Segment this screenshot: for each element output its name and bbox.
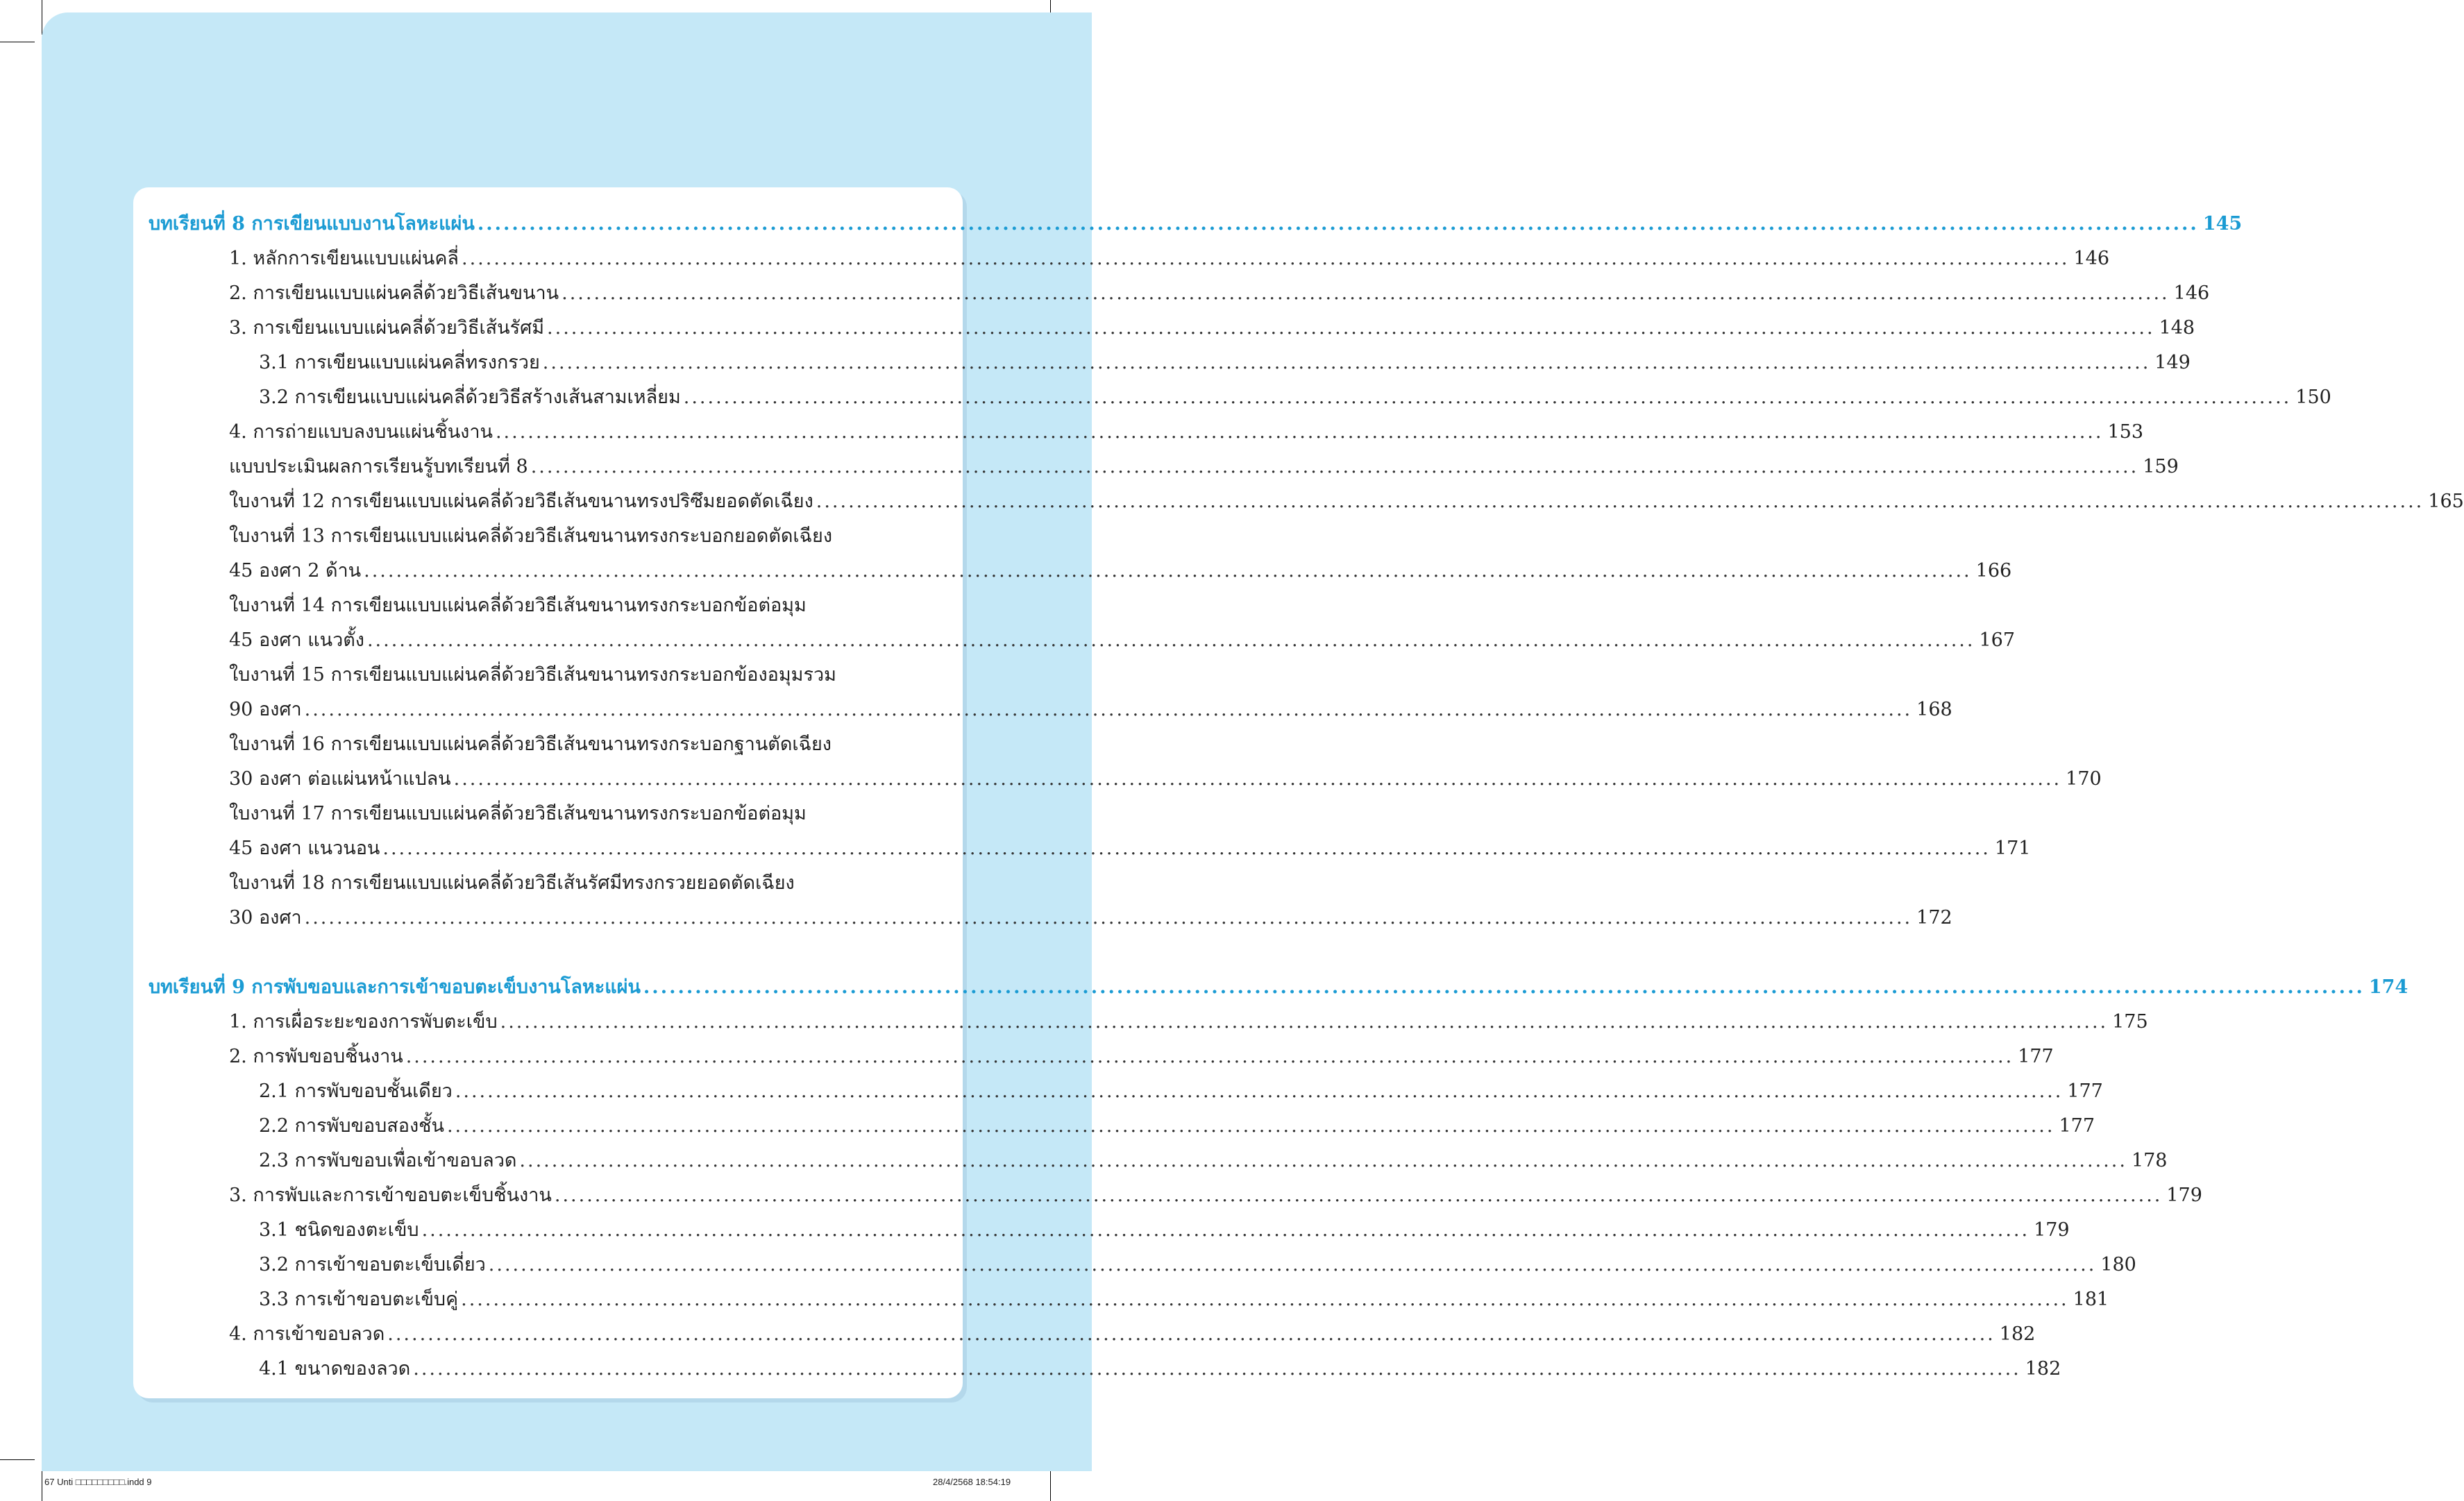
toc-entry[interactable] bbox=[229, 694, 1952, 729]
entry-title: 1. การเผื่อระยะของการพับตะเข็บ bbox=[229, 1011, 498, 1033]
toc-entry[interactable] bbox=[229, 1041, 2054, 1076]
dot-leader: ........................................................................................................................................................................................................ bbox=[455, 1080, 2064, 1102]
page-number: 145 bbox=[2202, 213, 2243, 235]
entry-title: 2. การพับขอบชิ้นงาน bbox=[229, 1046, 403, 1067]
dot-leader: ........................................................................................................................................................................................................ bbox=[562, 282, 2170, 304]
dot-leader: ........................................................................................................................................................................................................ bbox=[542, 352, 2151, 373]
dot-leader: ........................................................................................................................................................................................................ bbox=[500, 1011, 2109, 1033]
dot-leader: ........................................................................................................................................................................................................ bbox=[304, 907, 1913, 928]
page-number: 177 bbox=[2059, 1115, 2095, 1137]
entry-title: 90 องศา bbox=[229, 699, 302, 720]
chapter-heading[interactable] bbox=[149, 208, 2243, 243]
dot-leader: ........................................................................................................................................................................................................ bbox=[477, 213, 2199, 235]
toc-entry[interactable] bbox=[229, 312, 2195, 347]
dot-leader: ........................................................................................................................................................................................................ bbox=[453, 768, 2062, 790]
page-number: 150 bbox=[2295, 387, 2331, 408]
toc-entry[interactable] bbox=[229, 902, 1952, 937]
page-number: 153 bbox=[2107, 421, 2144, 443]
toc-entry[interactable] bbox=[259, 1076, 2103, 1110]
entry-title: 30 องศา ต่อแผ่นหน้าแปลน bbox=[229, 768, 451, 790]
dot-leader: ........................................................................................................................................................................................................ bbox=[405, 1046, 2014, 1067]
entry-title: 3.3 การเข้าขอบตะเข็บคู่ bbox=[259, 1289, 459, 1310]
crop-mark bbox=[1050, 1466, 1051, 1501]
page-number: 166 bbox=[1975, 560, 2012, 582]
dot-leader: ........................................................................................................................................................................................................ bbox=[364, 560, 1972, 582]
entry-title: 3. การพับและการเข้าขอบตะเข็บชิ้นงาน bbox=[229, 1185, 552, 1206]
toc-entry[interactable] bbox=[229, 763, 2102, 798]
dot-leader: ........................................................................................................................................................................................................ bbox=[547, 317, 2155, 339]
dot-leader: ........................................................................................................................................................................................................ bbox=[387, 1323, 1995, 1345]
dot-leader: ........................................................................................................................................................................................................ bbox=[643, 976, 2365, 998]
entry-title: ใบงานที่ 16 การเขียนแบบแผ่นคลี่ด้วยวิธีเส้นขนานทรงกระบอกฐานตัดเฉียง bbox=[229, 733, 832, 755]
toc-entry[interactable] bbox=[229, 243, 2110, 278]
toc-entry[interactable] bbox=[229, 625, 2016, 659]
page-number: 167 bbox=[1979, 629, 2016, 651]
entry-title: ใบงานที่ 12 การเขียนแบบแผ่นคลี่ด้วยวิธีเส้นขนานทรงปริซึมยอดตัดเฉียง bbox=[229, 491, 813, 512]
entry-title: ใบงานที่ 15 การเขียนแบบแผ่นคลี่ด้วยวิธีเส้นขนานทรงกระบอกข้องอมุมรวม bbox=[229, 664, 836, 686]
page-number: 168 bbox=[1916, 699, 1952, 720]
entry-title: 2.2 การพับขอบสองชั้น bbox=[259, 1115, 444, 1137]
page-number: 172 bbox=[1916, 907, 1952, 928]
toc-entry[interactable] bbox=[229, 451, 2179, 486]
dot-leader: ........................................................................................................................................................................................................ bbox=[683, 387, 2292, 408]
crop-mark bbox=[0, 1459, 35, 1460]
page-number: 165 bbox=[2428, 491, 2464, 512]
page-number: 182 bbox=[1999, 1323, 2036, 1345]
entry-title: 4. การเข้าขอบลวด bbox=[229, 1323, 385, 1345]
dot-leader: ........................................................................................................................................................................................................ bbox=[461, 248, 2070, 269]
entry-title: ใบงานที่ 17 การเขียนแบบแผ่นคลี่ด้วยวิธีเส้นขนานทรงกระบอกข้อต่อมุม bbox=[229, 803, 807, 824]
dot-leader: ........................................................................................................................................................................................................ bbox=[382, 838, 1991, 859]
page-number: 146 bbox=[2173, 282, 2210, 304]
toc-entry[interactable] bbox=[229, 833, 2031, 867]
page-number: 179 bbox=[2166, 1185, 2202, 1206]
toc-entry[interactable] bbox=[229, 590, 930, 625]
page-number: 179 bbox=[2034, 1219, 2070, 1241]
dot-leader: ........................................................................................................................................................................................................ bbox=[413, 1358, 2021, 1380]
entry-title: 45 องศา แนวตั้ง bbox=[229, 629, 364, 651]
entry-title: 3.2 การเข้าขอบตะเข็บเดี่ยว bbox=[259, 1254, 486, 1275]
chapter-heading[interactable] bbox=[149, 972, 2408, 1006]
entry-title: 1. หลักการเขียนแบบแผ่นคลี่ bbox=[229, 248, 459, 269]
entry-title: 30 องศา bbox=[229, 907, 302, 928]
entry-title: 2. การเขียนแบบแผ่นคลี่ด้วยวิธีเส้นขนาน bbox=[229, 282, 559, 304]
toc-entry[interactable] bbox=[229, 1180, 2202, 1214]
entry-title: ใบงานที่ 14 การเขียนแบบแผ่นคลี่ด้วยวิธีเส้นขนานทรงกระบอกข้อต่อมุม bbox=[229, 595, 807, 616]
toc-entry[interactable] bbox=[259, 1284, 2109, 1318]
entry-title: แบบประเมินผลการเรียนรู้บทเรียนที่ 8 bbox=[229, 456, 528, 477]
toc-entry[interactable] bbox=[229, 729, 930, 763]
toc-entry[interactable] bbox=[259, 382, 2331, 416]
toc-entry[interactable] bbox=[229, 555, 2012, 590]
toc-entry[interactable] bbox=[229, 1318, 2036, 1353]
dot-leader: ........................................................................................................................................................................................................ bbox=[816, 491, 2424, 512]
entry-title: 4.1 ขนาดของลวด bbox=[259, 1358, 411, 1380]
page-number: 159 bbox=[2143, 456, 2179, 477]
dot-leader: ........................................................................................................................................................................................................ bbox=[304, 699, 1913, 720]
toc-entry[interactable] bbox=[229, 659, 930, 694]
dot-leader: ........................................................................................................................................................................................................ bbox=[495, 421, 2104, 443]
entry-title: 3. การเขียนแบบแผ่นคลี่ด้วยวิธีเส้นรัศมี bbox=[229, 317, 545, 339]
page-number: 181 bbox=[2073, 1289, 2109, 1310]
toc-panel bbox=[133, 187, 2464, 1398]
dot-leader: ........................................................................................................................................................................................................ bbox=[554, 1185, 2163, 1206]
toc-entry[interactable] bbox=[229, 520, 930, 555]
page-number: 148 bbox=[2159, 317, 2195, 339]
entry-title: 45 องศา 2 ด้าน bbox=[229, 560, 362, 582]
page-number: 177 bbox=[2067, 1080, 2103, 1102]
page-number: 177 bbox=[2018, 1046, 2054, 1067]
chapter-title: บทเรียนที่ 9 การพับขอบและการเข้าขอบตะเข็บงานโลหะแผ่น bbox=[149, 976, 641, 998]
dot-leader: ........................................................................................................................................................................................................ bbox=[530, 456, 2139, 477]
entry-title: 2.3 การพับขอบเพื่อเข้าขอบลวด bbox=[259, 1150, 517, 1171]
toc-entry[interactable] bbox=[229, 1006, 2148, 1041]
entry-title: ใบงานที่ 18 การเขียนแบบแผ่นคลี่ด้วยวิธีเส้นรัศมีทรงกรวยยอดตัดเฉียง bbox=[229, 872, 795, 894]
toc-entry[interactable] bbox=[229, 486, 2464, 520]
dot-leader: ........................................................................................................................................................................................................ bbox=[488, 1254, 2097, 1275]
toc-entry[interactable] bbox=[229, 416, 2144, 451]
entry-title: 45 องศา แนวนอน bbox=[229, 838, 380, 859]
entry-title: 2.1 การพับขอบชั้นเดียว bbox=[259, 1080, 453, 1102]
footer-filename: 67 Unti □□□□□□□□□.indd 9 bbox=[44, 1477, 152, 1487]
entry-title: 3.2 การเขียนแบบแผ่นคลี่ด้วยวิธีสร้างเส้นสามเหลี่ยม bbox=[259, 387, 681, 408]
page-number: 149 bbox=[2154, 352, 2191, 373]
dot-leader: ........................................................................................................................................................................................................ bbox=[519, 1150, 2127, 1171]
entry-title: 4. การถ่ายแบบลงบนแผ่นชิ้นงาน bbox=[229, 421, 493, 443]
entry-title: 3.1 การเขียนแบบแผ่นคลี่ทรงกรวย bbox=[259, 352, 540, 373]
toc-entry[interactable] bbox=[229, 867, 930, 902]
footer-timestamp: 28/4/2568 18:54:19 bbox=[933, 1477, 1011, 1487]
dot-leader: ........................................................................................................................................................................................................ bbox=[366, 629, 1975, 651]
toc-entry[interactable] bbox=[259, 1353, 2061, 1388]
page-number: 174 bbox=[2368, 976, 2408, 998]
table-of-contents bbox=[133, 187, 2464, 1398]
entry-title: ใบงานที่ 13 การเขียนแบบแผ่นคลี่ด้วยวิธีเส้นขนานทรงกระบอกยอดตัดเฉียง bbox=[229, 525, 833, 547]
page-number: 182 bbox=[2025, 1358, 2061, 1380]
page-number: 180 bbox=[2100, 1254, 2136, 1275]
entry-title: 3.1 ชนิดของตะเข็บ bbox=[259, 1219, 419, 1241]
dot-leader: ........................................................................................................................................................................................................ bbox=[446, 1115, 2055, 1137]
page-number: 171 bbox=[1994, 838, 2031, 859]
page-number: 175 bbox=[2112, 1011, 2148, 1033]
page-number: 178 bbox=[2131, 1150, 2168, 1171]
toc-entry[interactable] bbox=[259, 1249, 2136, 1284]
page-number: 146 bbox=[2073, 248, 2110, 269]
toc-entry[interactable] bbox=[259, 1145, 2168, 1180]
toc-entry[interactable] bbox=[259, 1214, 2070, 1249]
toc-entry[interactable] bbox=[259, 347, 2191, 382]
dot-leader: ........................................................................................................................................................................................................ bbox=[461, 1289, 2069, 1310]
toc-entry[interactable] bbox=[229, 278, 2210, 312]
page-number: 170 bbox=[2066, 768, 2102, 790]
toc-entry[interactable] bbox=[259, 1110, 2095, 1145]
dot-leader: ........................................................................................................................................................................................................ bbox=[421, 1219, 2030, 1241]
toc-entry[interactable] bbox=[229, 798, 930, 833]
chapter-title: บทเรียนที่ 8 การเขียนแบบงานโลหะแผ่น bbox=[149, 213, 475, 235]
